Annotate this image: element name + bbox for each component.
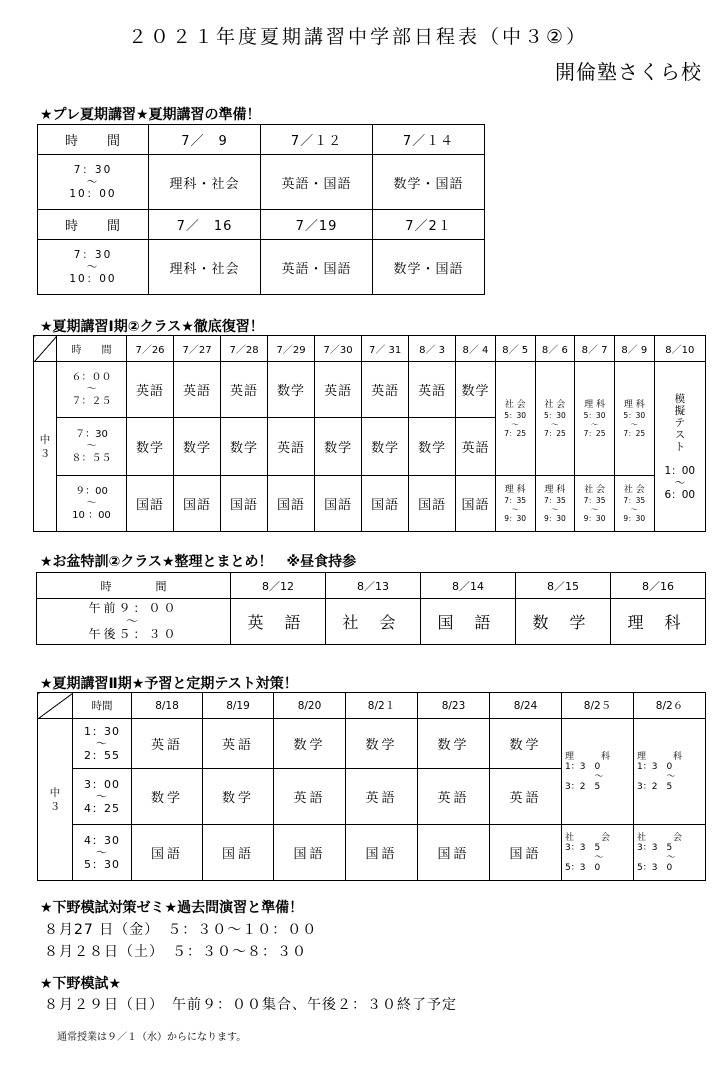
- subject-cell: 理科・社会: [149, 155, 261, 210]
- time-header: 時 間: [38, 210, 149, 240]
- late-session-cell: 理 科 5：30 ～ 7：25: [614, 362, 654, 476]
- subject-cell: 英語: [221, 362, 268, 418]
- date-cell: 8／ 9: [614, 336, 654, 362]
- time-header: 時 間: [56, 336, 126, 362]
- subject-cell: 国 語: [421, 599, 516, 645]
- date-cell: 7／１４: [373, 125, 485, 155]
- subject-cell: 数学: [221, 418, 268, 476]
- footnote: 通常授業は９／１（水）からになります。: [57, 1032, 247, 1043]
- subject-cell: 英語: [132, 719, 203, 769]
- subject-cell: 英語・国語: [261, 240, 373, 295]
- time-range: 午前９：００ ～ 午後５：３０: [37, 599, 231, 645]
- date-cell: 8/2５: [562, 693, 634, 719]
- subject-cell: 英語: [268, 418, 315, 476]
- subject-cell: 国語: [346, 825, 418, 881]
- late-session-cell: 理 科 7：35 ～ 9：30: [495, 476, 535, 532]
- late-session-cell: 社 会 3：3 5 ～ 5：3 0: [634, 825, 706, 881]
- date-cell: 7／19: [261, 210, 373, 240]
- section-term1-heading: ★夏期講習Ⅰ期②クラス★徹底復習！: [40, 319, 264, 335]
- date-cell: 7／１２: [261, 125, 373, 155]
- time-range: 4：30 ～ 5：30: [73, 825, 132, 881]
- subject-cell: 英語: [490, 769, 562, 825]
- subject-cell: 数学: [132, 769, 203, 825]
- subject-cell: 国語: [132, 825, 203, 881]
- term1-table: [33, 335, 706, 532]
- subject-cell: 英語: [456, 418, 496, 476]
- time-range: ６：００ ～ ７：２５: [56, 362, 126, 418]
- mock-prep-line: ８月27 日（金） ５：３０～１０：００: [44, 922, 318, 938]
- subject-cell: 数学: [174, 418, 221, 476]
- subject-cell: 英語: [127, 362, 174, 418]
- obon-table: [36, 572, 706, 645]
- date-cell: 8／13: [326, 573, 421, 599]
- subject-cell: 英語: [418, 769, 490, 825]
- date-cell: 8/20: [274, 693, 346, 719]
- subject-cell: 国語: [268, 476, 315, 532]
- late-session-cell: 理 科 1：3 0 ～ 3：2 5: [634, 719, 706, 825]
- date-cell: 8/18: [132, 693, 203, 719]
- subject-cell: 英語: [362, 362, 409, 418]
- subject-cell: 数学: [127, 418, 174, 476]
- subject-cell: 国語: [409, 476, 456, 532]
- subject-cell: 数学・国語: [373, 155, 485, 210]
- date-cell: 7／26: [127, 336, 174, 362]
- subject-cell: 数学: [268, 362, 315, 418]
- date-cell: 8/2６: [634, 693, 706, 719]
- subject-cell: 英 語: [231, 599, 326, 645]
- late-session-cell: 社 会 5：30 ～ 7：25: [495, 362, 535, 476]
- date-cell: 8／12: [231, 573, 326, 599]
- mock-prep-line: ８月２８日（土） ５：３０～８：３０: [44, 944, 307, 960]
- subject-cell: 数学: [409, 418, 456, 476]
- subject-cell: 数学: [315, 418, 362, 476]
- date-cell: 8/23: [418, 693, 490, 719]
- late-session-cell: 理 科 1：3 0 ～ 3：2 5: [562, 719, 634, 825]
- subject-cell: 英語・国語: [261, 155, 373, 210]
- time-range: ７：30 ～ ８：５５: [56, 418, 126, 476]
- section-pre-course-heading: ★プレ夏期講習★夏期講習の準備！: [40, 107, 261, 123]
- subject-cell: 数学: [274, 719, 346, 769]
- pre-course-table: [37, 124, 485, 295]
- subject-cell: 英語: [203, 719, 274, 769]
- subject-cell: 国語: [418, 825, 490, 881]
- date-cell: 7／30: [315, 336, 362, 362]
- date-cell: 8／ 7: [575, 336, 615, 362]
- school-name: 開倫塾さくら校: [555, 60, 702, 84]
- subject-cell: 英語: [174, 362, 221, 418]
- subject-cell: 数学: [490, 719, 562, 769]
- mock-test-cell: 模 擬 テ ス ト 1：00 ～ 6：00: [654, 362, 705, 532]
- date-cell: 7／29: [268, 336, 315, 362]
- date-cell: 8／ 6: [535, 336, 575, 362]
- subject-cell: 国語: [127, 476, 174, 532]
- late-session-cell: 社 会 3：3 5 ～ 5：3 0: [562, 825, 634, 881]
- time-range: 3：00 ～ 4：25: [73, 769, 132, 825]
- corner-cell: [38, 693, 73, 719]
- date-cell: 8／ 3: [409, 336, 456, 362]
- subject-cell: 英語: [409, 362, 456, 418]
- page-title: ２０２１年度夏期講習中学部日程表（中３②）: [127, 26, 589, 48]
- date-cell: 8/24: [490, 693, 562, 719]
- subject-cell: 数 学: [516, 599, 611, 645]
- time-range: 7：30 ～ 10：00: [38, 155, 149, 210]
- subject-cell: 理科・社会: [149, 240, 261, 295]
- date-cell: 8／ 5: [495, 336, 535, 362]
- subject-cell: 数学: [346, 719, 418, 769]
- date-cell: 7／28: [221, 336, 268, 362]
- subject-cell: 英語: [346, 769, 418, 825]
- late-session-cell: 理 科 5：30 ～ 7：25: [575, 362, 615, 476]
- grade-label: 中 ３: [34, 362, 57, 532]
- subject-cell: 国語: [456, 476, 496, 532]
- subject-cell: 国語: [490, 825, 562, 881]
- time-range: ９：00 ～ 10 ：00: [56, 476, 126, 532]
- subject-cell: 英語: [274, 769, 346, 825]
- time-range: 7：30 ～ 10：00: [38, 240, 149, 295]
- late-session-cell: 社 会 7：35 ～ 9：30: [575, 476, 615, 532]
- subject-cell: 国語: [174, 476, 221, 532]
- subject-cell: 数学・国語: [373, 240, 485, 295]
- grade-label: 中 ３: [38, 719, 73, 881]
- mock-exam-line: ８月２９日（日） 午前９：００集合、午後２：３０終了予定: [44, 997, 457, 1013]
- date-cell: 8／ 4: [456, 336, 496, 362]
- date-cell: 7／ 16: [149, 210, 261, 240]
- date-cell: 7／2１: [373, 210, 485, 240]
- subject-cell: 国語: [274, 825, 346, 881]
- subject-cell: 理 科: [611, 599, 706, 645]
- late-session-cell: 理 科 7：35 ～ 9：30: [535, 476, 575, 532]
- date-cell: 8／16: [611, 573, 706, 599]
- date-cell: 7／27: [174, 336, 221, 362]
- section-mock-prep-heading: ★下野模試対策ゼミ★過去問演習と準備！: [40, 900, 304, 916]
- time-header: 時間: [73, 693, 132, 719]
- date-cell: 8/2１: [346, 693, 418, 719]
- subject-cell: 英語: [315, 362, 362, 418]
- subject-cell: 社 会: [326, 599, 421, 645]
- subject-cell: 数学: [456, 362, 496, 418]
- subject-cell: 数学: [362, 418, 409, 476]
- section-obon-heading: ★お盆特訓②クラス★整理とまとめ！ ※昼食持参: [40, 554, 357, 570]
- section-term2-heading: ★夏期講習Ⅱ期★予習と定期テスト対策！: [40, 676, 298, 692]
- subject-cell: 数学: [203, 769, 274, 825]
- date-cell: 7／ 9: [149, 125, 261, 155]
- subject-cell: 数学: [418, 719, 490, 769]
- time-range: 1：30 ～ 2：55: [73, 719, 132, 769]
- subject-cell: 国語: [362, 476, 409, 532]
- subject-cell: 国語: [203, 825, 274, 881]
- date-cell: 8/19: [203, 693, 274, 719]
- term2-table: [37, 692, 706, 881]
- late-session-cell: 社 会 7：35 ～ 9：30: [614, 476, 654, 532]
- subject-cell: 国語: [315, 476, 362, 532]
- date-cell: 7／ 31: [362, 336, 409, 362]
- time-header: 時 間: [37, 573, 231, 599]
- date-cell: 8／14: [421, 573, 516, 599]
- corner-cell: [34, 336, 57, 362]
- late-session-cell: 社 会 5：30 ～ 7：25: [535, 362, 575, 476]
- section-mock-exam-heading: ★下野模試★: [40, 976, 122, 992]
- date-cell: 8／15: [516, 573, 611, 599]
- date-cell: 8／10: [654, 336, 705, 362]
- time-header: 時 間: [38, 125, 149, 155]
- subject-cell: 国語: [221, 476, 268, 532]
